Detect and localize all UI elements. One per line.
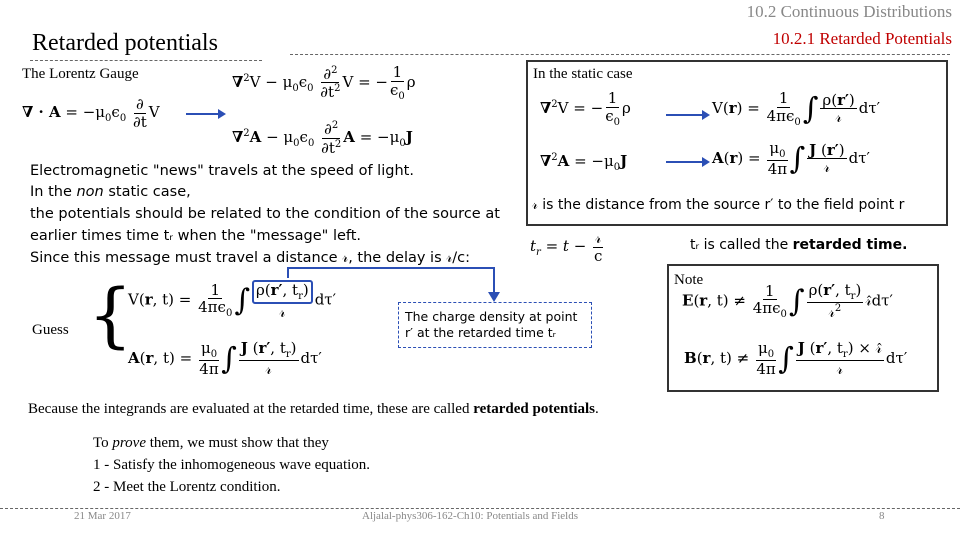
static-potential-v: V(r) = $\frac{1}{4\pi\epsilon_0}$ ∫ $\frac{\rho(r')}{\text{𝓇}}$ dτ′: [712, 89, 881, 128]
static-potential-a: A(r) = $\frac{\mu_0}{4\pi}$ ∫ $\frac{J (r')}{\text{𝓇}}$ dτ′: [712, 139, 870, 178]
gauge-equation: ∇ · $A = -\mu_0\epsilon_0$ $\frac{\partial}{\partial t}$ V: [22, 95, 160, 131]
guess-potential-v: V(r, t) = $\frac{1}{4\pi\epsilon_0}$ ∫ $\frac{\rho(r', t_r)}{\text{𝓇}}$ dτ′: [128, 280, 337, 321]
footer-date: 21 Mar 2017: [74, 510, 131, 522]
note-label: Note: [674, 272, 704, 288]
retarded-time-equation: $t_r = t$ − $\frac{\text{𝓇}}{c}$: [530, 229, 603, 265]
guess-potential-a: A(r, t) = $\frac{\mu_0}{4\pi}$ ∫ $\frac{J (r', t_r)}{\text{𝓇}}$ dτ′: [128, 339, 322, 378]
static-arrow-v: [666, 108, 710, 122]
guess-label: Guess: [32, 322, 69, 338]
prove-item-1: 1 - Satisfy the inhomogeneous wave equation.: [93, 457, 371, 473]
static-arrow-a: [666, 155, 710, 169]
static-poisson-a: $\nabla^2A = -\mu_0J$: [540, 152, 628, 173]
note-field-e: E(r, t) ≠ $\frac{1}{4\pi\epsilon_0}$ ∫ $\frac{\rho(r', t_r)}{𝓇^2}$ 𝓇̂dτ′: [682, 281, 893, 321]
news-line-1: Electromagnetic "news" travels at the speed of light.: [30, 163, 414, 179]
retarded-time-label: tᵣ is called the retarded time.: [690, 237, 908, 253]
lorentz-label: The Lorentz Gauge: [22, 66, 139, 82]
footer-course: Aljalal-phys306-162-Ch10: Potentials and Fields: [362, 510, 579, 522]
prove-item-2: 2 - Meet the Lorentz condition.: [93, 479, 281, 495]
rho-highlight: ρ(r′, $t_r$): [252, 280, 313, 304]
page-title: Retarded potentials: [32, 30, 218, 56]
charge-note-connector: [280, 264, 520, 304]
prove-intro: To prove them, we must show that they: [93, 435, 329, 451]
conclusion-text: Because the integrands are evaluated at the retarded time, these are called retarded potentials.: [28, 401, 599, 417]
guess-brace: {: [88, 274, 133, 356]
header-divider: [30, 60, 262, 61]
wave-equation-v: $\nabla^2V - \mu_0\epsilon_0$ $\frac{\partial^2}{\partial t^2}$ V = − $\frac{1}{\epsilon_0}$ ρ: [232, 63, 416, 102]
note-field-b: B(r, t) ≠ $\frac{\mu_0}{4\pi}$ ∫ $\frac{J (r', t_r) \times 𝓇̂}{\text{𝓇}}$ dτ′: [684, 339, 908, 378]
static-distance-note: 𝓇 is the distance from the source r′ to the field point r: [532, 197, 905, 213]
news-line-2: In the non static case,: [30, 184, 191, 200]
section-title: 10.2 Continuous Distributions: [746, 2, 952, 21]
news-line-5: Since this message must travel a distance 𝓇, the delay is 𝓇/c:: [30, 250, 471, 266]
footer-divider: [0, 508, 960, 509]
charge-density-note: The charge density at point r′ at the retarded time tᵣ: [398, 302, 592, 348]
subsection-title: 10.2.1 Retarded Potentials: [772, 29, 952, 48]
news-line-4: earlier times time tᵣ when the "message" left.: [30, 228, 362, 244]
wave-equation-a: $\nabla^2A - \mu_0\epsilon_0$ $\frac{\partial^2}{\partial t^2}$ $A = -\mu_0J$: [232, 120, 413, 157]
gauge-arrow: [186, 107, 226, 121]
news-line-3: the potentials should be related to the condition of the source at: [30, 206, 500, 222]
static-label: In the static case: [533, 66, 633, 82]
footer-page-number: 8: [879, 510, 885, 522]
static-poisson-v: ∇$^2$V = − $\frac{1}{\epsilon_0}$ ρ: [540, 89, 631, 128]
header-divider-right: [290, 54, 950, 55]
